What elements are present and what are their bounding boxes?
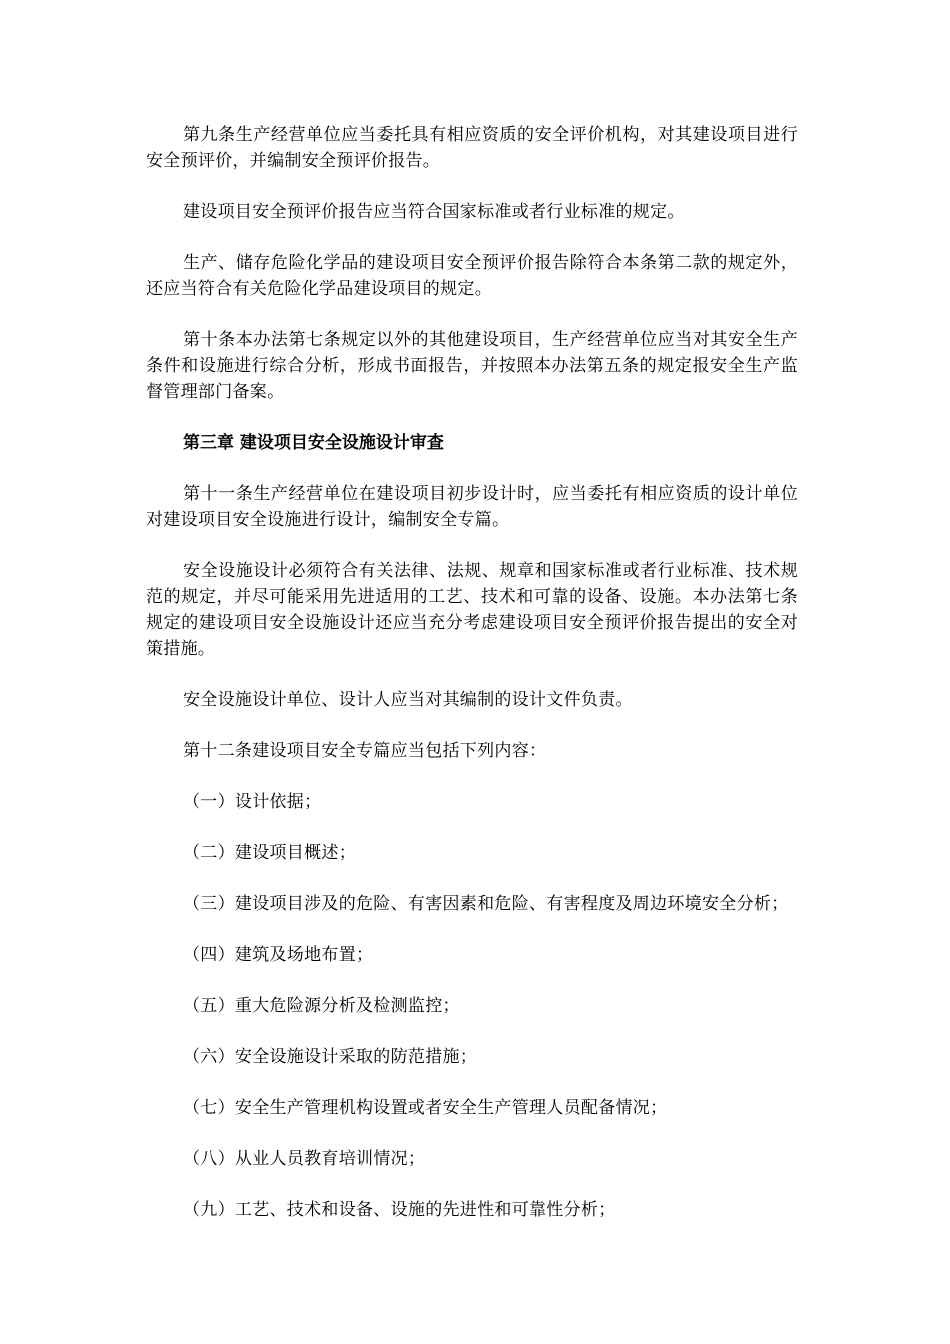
hazardous-chemicals-paragraph: 生产、储存危险化学品的建设项目安全预评价报告除符合本条第二款的规定外，还应当符合有关危险化学品建设项目的规定。: [146, 253, 798, 299]
article-12-paragraph: 第十二条建设项目安全专篇应当包括下列内容：: [183, 741, 547, 761]
list-item: （一）设计依据；: [183, 792, 322, 812]
list-item: （八）从业人员教育培训情况；: [183, 1149, 426, 1169]
list-item: （七）安全生产管理机构设置或者安全生产管理人员配备情况；: [183, 1098, 668, 1118]
document-page: [146, 122, 798, 1248]
chapter-3-heading: 第三章 建设项目安全设施设计审查: [183, 433, 444, 453]
list-item: （九）工艺、技术和设备、设施的先进性和可靠性分析；: [183, 1200, 616, 1220]
list-item: （四）建筑及场地布置；: [183, 945, 374, 965]
pre-evaluation-standard-paragraph: 建设项目安全预评价报告应当符合国家标准或者行业标准的规定。: [183, 202, 685, 222]
list-item: （五）重大危险源分析及检测监控；: [183, 996, 460, 1016]
article-11-paragraph: 第十一条生产经营单位在建设项目初步设计时，应当委托有相应资质的设计单位对建设项目安全设施进行设计，编制安全专篇。: [146, 484, 798, 530]
article-9-paragraph: 第九条生产经营单位应当委托具有相应资质的安全评价机构，对其建设项目进行安全预评价，并编制安全预评价报告。: [146, 125, 798, 171]
list-item: （二）建设项目概述；: [183, 843, 356, 863]
list-item: （三）建设项目涉及的危险、有害因素和危险、有害程度及周边环境安全分析；: [183, 894, 789, 914]
design-requirements-paragraph: 安全设施设计必须符合有关法律、法规、规章和国家标准或者行业标准、技术规范的规定，并尽可能采用先进适用的工艺、技术和可靠的设备、设施。本办法第七条规定的建设项目安全设施设计还应当充分考虑建设项目安全预评价报告提出的安全对策措施。: [146, 561, 798, 659]
design-responsibility-paragraph: 安全设施设计单位、设计人应当对其编制的设计文件负责。: [183, 690, 633, 710]
list-item: （六）安全设施设计采取的防范措施；: [183, 1047, 478, 1067]
article-10-paragraph: 第十条本办法第七条规定以外的其他建设项目，生产经营单位应当对其安全生产条件和设施进行综合分析，形成书面报告，并按照本办法第五条的规定报安全生产监督管理部门备案。: [146, 330, 798, 402]
